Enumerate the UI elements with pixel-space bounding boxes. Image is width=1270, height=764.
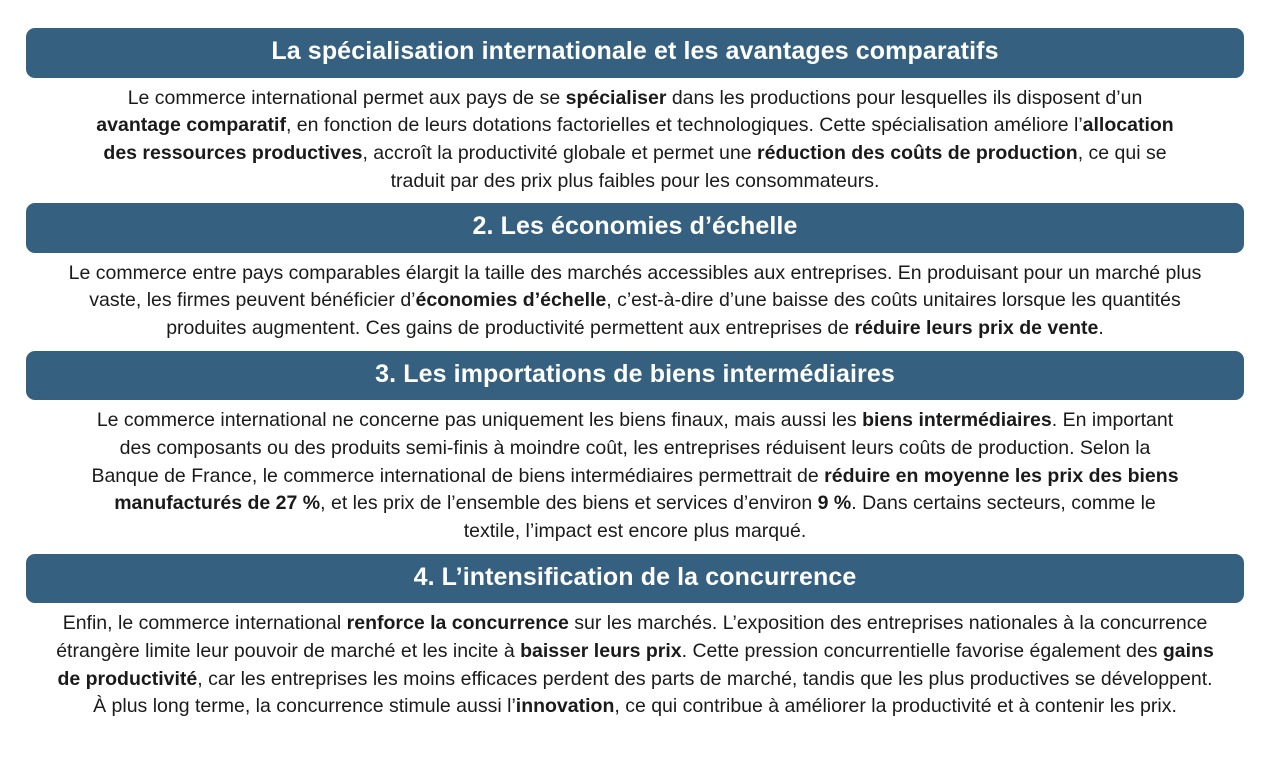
section-intensification-concurrence	[26, 554, 1244, 729]
section-body-intensification-concurrence: Enfin, le commerce international renforce la concurrence sur les marchés. L’exposition des entreprises nationales à la concurrence étrangère limite leur pouvoir de marché et les incite à baisser leurs prix. Cette pression concurrentielle favorise également des gains de productivité, car les entreprises les moins efficaces perdent des parts de marché, tandis que les plus productives se développent. À plus long terme, la concurrence stimule aussi l’innovation, ce qui contribue à améliorer la productivité et à contenir les prix.	[56, 612, 1214, 718]
section-importations-biens-intermediaires	[26, 351, 1244, 554]
section-header-importations-biens-intermediaires: 3. Les importations de biens intermédiaires	[26, 351, 1244, 401]
section-header-economies-echelle: 2. Les économies d’échelle	[26, 203, 1244, 253]
section-body-specialisation: Le commerce international permet aux pays de se spécialiser dans les productions pour lesquelles ils disposent d’un avantage comparatif, en fonction de leurs dotations factorielles et technologiques. Cette spécialisation améliore l’allocation des ressources productives, accroît la productivité globale et permet une réduction des coûts de production, ce qui se traduit par des prix plus faibles pour les consommateurs.	[96, 86, 1174, 192]
section-header-specialisation: La spécialisation internationale et les avantages comparatifs	[26, 28, 1244, 78]
section-specialisation	[26, 28, 1244, 203]
section-body-economies-echelle: Le commerce entre pays comparables élargit la taille des marchés accessibles aux entreprises. En produisant pour un marché plus vaste, les firmes peuvent bénéficier d’économies d’échelle, c’est-à-dire d’une baisse des coûts unitaires lorsque les quantités produites augmentent. Ces gains de productivité permettent aux entreprises de réduire leurs prix de vente.	[68, 261, 1202, 340]
section-economies-echelle	[26, 203, 1244, 351]
section-header-intensification-concurrence: 4. L’intensification de la concurrence	[26, 554, 1244, 604]
section-body-importations-biens-intermediaires: Le commerce international ne concerne pas uniquement les biens finaux, mais aussi les biens intermédiaires. En important des composants ou des produits semi-finis à moindre coût, les entreprises réduisent leurs coûts de production. Selon la Banque de France, le commerce international de biens intermédiaires permettrait de réduire en moyenne les prix des biens manufacturés de 27 %, et les prix de l’ensemble des biens et services d’environ 9 %. Dans certains secteurs, comme le textile, l’impact est encore plus marqué.	[91, 409, 1179, 543]
